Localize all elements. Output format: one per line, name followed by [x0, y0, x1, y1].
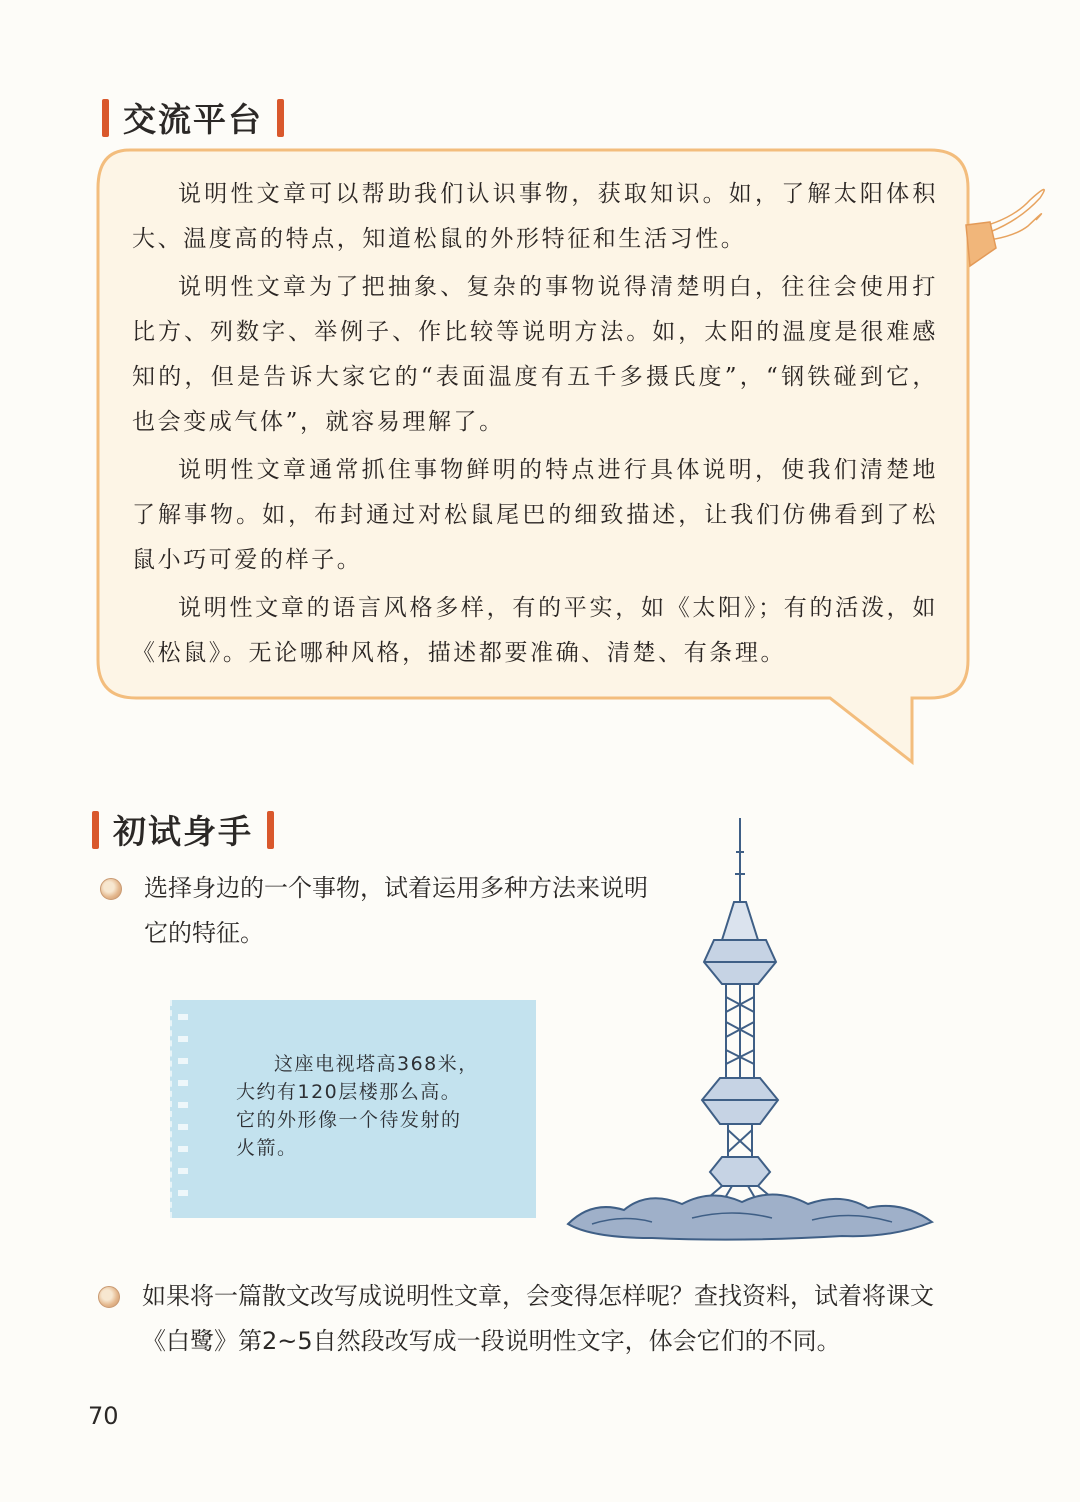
- page-number: 70: [88, 1402, 119, 1430]
- exercise-item-2: [98, 1274, 978, 1364]
- paragraph-4: 说明性文章的语言风格多样，有的平实，如《太阳》；有的活泼，如《松鼠》。无论哪种风格，描述都要准确、清楚、有条理。: [132, 595, 938, 666]
- note-binding-holes: [178, 1014, 188, 1204]
- exercise-text: 如果将一篇散文改写成说明性文章，会变得怎样呢？查找资料，试着将课文《白鹭》第2~5自然段改写成一段说明性文字，体会它们的不同。: [142, 1282, 934, 1355]
- note-line: 它的外形像一个待发射的: [236, 1109, 462, 1131]
- bullet-icon: [98, 1286, 120, 1308]
- tv-tower-illustration: [562, 812, 938, 1242]
- title-bar-right: [267, 811, 274, 849]
- note-card: [170, 1000, 536, 1218]
- section-title-try: [92, 806, 274, 853]
- bubble-text: [132, 172, 938, 679]
- exercise-text: 选择身边的一个事物，试着运用多种方法来说明它的特征。: [144, 874, 648, 947]
- section-title-text: 初试身手: [113, 812, 253, 851]
- bullet-icon: [100, 878, 122, 900]
- title-bar-left: [92, 811, 99, 849]
- note-line: 火箭。: [236, 1137, 298, 1159]
- note-line: 大约有120层楼那么高。: [236, 1081, 462, 1103]
- note-text: [236, 1050, 506, 1162]
- paragraph-3: 说明性文章通常抓住事物鲜明的特点进行具体说明，使我们清楚地了解事物。如，布封通过对松鼠尾巴的细致描述，让我们仿佛看到了松鼠小巧可爱的样子。: [132, 457, 938, 573]
- paragraph-1: 说明性文章可以帮助我们认识事物，获取知识。如，了解太阳体积大、温度高的特点，知道松鼠的外形特征和生活习性。: [132, 181, 938, 252]
- paragraph-2: 说明性文章为了把抽象、复杂的事物说得清楚明白，往往会使用打比方、列数字、举例子、作比较等说明方法。如，太阳的温度是很难感知的，但是告诉大家它的“表面温度有五千多摄氏度”，“钢铁碰到它，也会变成气体”，就容易理解了。: [132, 274, 938, 435]
- tag-string-decoration: [966, 189, 1044, 266]
- section-title-text: 交流平台: [123, 100, 263, 139]
- note-line: 这座电视塔高368米，: [274, 1053, 479, 1075]
